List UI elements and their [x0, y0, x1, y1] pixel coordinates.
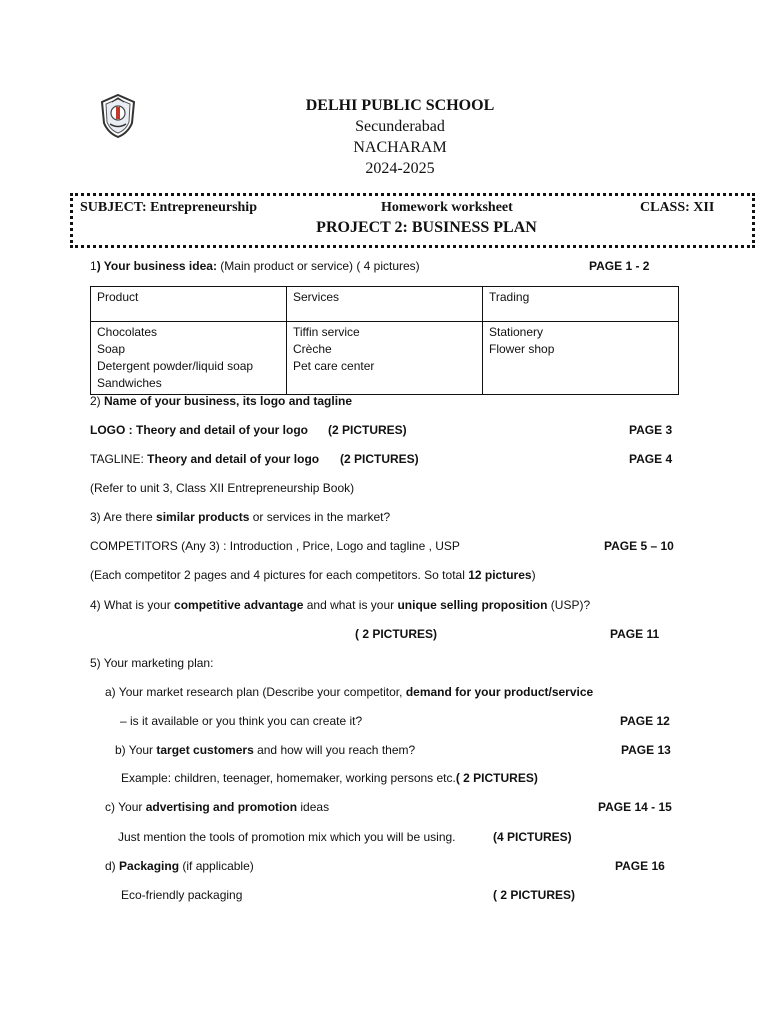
q5a-continuation: – is it available or you think you can create it? [120, 714, 363, 728]
q5a-bold: demand for your product/service [405, 685, 594, 699]
list-item: Crèche [293, 342, 332, 356]
q4-bold1: competitive advantage [174, 598, 304, 612]
q5b-post: and how will you reach them? [253, 743, 416, 757]
question-4 [90, 598, 590, 612]
q5d-post: (if applicable) [179, 859, 254, 873]
q4-bold2: unique selling proposition [397, 598, 548, 612]
q5b-pictures: ( 2 PICTURES) [455, 771, 538, 785]
q2-heading: Name of your business, its logo and tagline [104, 394, 353, 408]
q2-number: 2) [90, 394, 105, 408]
q1-number: 1 [90, 259, 97, 273]
school-logo [98, 93, 138, 139]
worksheet-label: Homework worksheet [381, 200, 513, 215]
competitors-line: COMPETITORS (Any 3) : Introduction , Price, Logo and tagline , USP [90, 539, 460, 553]
note-pre: (Each competitor 2 pages and 4 pictures for each competitors. So total [90, 568, 469, 582]
school-branch: NACHARAM [353, 139, 447, 156]
school-name: DELHI PUBLIC SCHOOL [305, 97, 495, 114]
list-item: Sandwiches [97, 376, 162, 390]
q3-post: or services in the market? [249, 510, 391, 524]
q5c-post: ideas [297, 800, 330, 814]
q4-mid: and what is your [303, 598, 398, 612]
q5d-pre: d) [105, 859, 120, 873]
q4-page: PAGE 11 [610, 627, 660, 641]
product-cell [91, 322, 287, 395]
q5a-line [105, 685, 593, 699]
competitors-page: PAGE 5 – 10 [604, 539, 674, 553]
services-cell [287, 322, 483, 395]
school-city: Secunderabad [355, 118, 445, 135]
tagline-prefix: TAGLINE: [90, 452, 148, 466]
q1-text: (Main product or service) ( 4 pictures) [216, 259, 420, 273]
trading-cell [483, 322, 679, 395]
q5d-line [105, 859, 254, 873]
q5b-page: PAGE 13 [621, 743, 671, 757]
reference-note: (Refer to unit 3, Class XII Entrepreneurship Book) [90, 481, 355, 495]
tagline-line [90, 452, 319, 466]
q5d-bold: Packaging [119, 859, 180, 873]
subject-label: SUBJECT: Entrepreneurship [80, 200, 257, 215]
q5c-bold: advertising and promotion [145, 800, 298, 814]
logo-page: PAGE 3 [629, 423, 673, 437]
school-session: 2024-2025 [365, 160, 435, 177]
list-item: Stationery [489, 325, 544, 339]
q5d-note: Eco-friendly packaging [121, 888, 243, 902]
list-item: Tiffin service [293, 325, 360, 339]
q3-pre: 3) Are there [90, 510, 157, 524]
note-post: ) [531, 568, 536, 582]
q5c-note: Just mention the tools of promotion mix which you will be using. [118, 830, 456, 844]
list-item: Pet care center [293, 359, 375, 373]
q5d-page: PAGE 16 [615, 859, 665, 873]
list-item: Chocolates [97, 325, 158, 339]
tagline-heading: Theory and detail of your logo [147, 452, 320, 466]
table-row [91, 322, 679, 395]
table-header-trading: Trading [483, 287, 679, 322]
project-title: PROJECT 2: BUSINESS PLAN [316, 219, 537, 236]
list-item: Soap [97, 342, 126, 356]
q1-page: PAGE 1 - 2 [589, 259, 650, 273]
q3-bold: similar products [156, 510, 250, 524]
list-item: Detergent powder/liquid soap [97, 359, 254, 373]
tagline-pictures: (2 PICTURES) [340, 452, 419, 466]
table-header-product: Product [91, 287, 287, 322]
q5d-pictures: ( 2 PICTURES) [493, 888, 576, 902]
tagline-page: PAGE 4 [629, 452, 673, 466]
q5b-line [115, 743, 415, 757]
q5b-example [121, 771, 538, 785]
q5c-pre: c) Your [105, 800, 146, 814]
q5c-pictures: (4 PICTURES) [493, 830, 572, 844]
question-1 [90, 259, 420, 273]
list-item: Flower shop [489, 342, 555, 356]
table-header-row [91, 287, 679, 322]
question-5: 5) Your marketing plan: [90, 656, 214, 670]
note-bold: 12 pictures [468, 568, 532, 582]
logo-pictures: (2 PICTURES) [328, 423, 407, 437]
q5b-bold: target customers [156, 743, 254, 757]
q5a-page: PAGE 12 [620, 714, 670, 728]
logo-line: LOGO : Theory and detail of your logo [90, 423, 309, 437]
table-header-services: Services [287, 287, 483, 322]
q1-heading: ) Your business idea: [96, 259, 217, 273]
class-label: CLASS: XII [640, 200, 715, 215]
q5c-line [105, 800, 329, 814]
q4-pre: 4) What is your [90, 598, 175, 612]
q5c-page: PAGE 14 - 15 [598, 800, 672, 814]
question-2 [90, 394, 352, 408]
q5a-pre: a) Your market research plan (Describe your competitor, [105, 685, 406, 699]
business-type-table [90, 286, 679, 395]
question-3 [90, 510, 390, 524]
competitors-note [90, 568, 536, 582]
q4-post: (USP)? [547, 598, 591, 612]
q5b-pre: b) Your [115, 743, 157, 757]
q4-pictures: ( 2 PICTURES) [355, 627, 438, 641]
q5b-example-text: Example: children, teenager, homemaker, working persons etc. [121, 771, 456, 785]
